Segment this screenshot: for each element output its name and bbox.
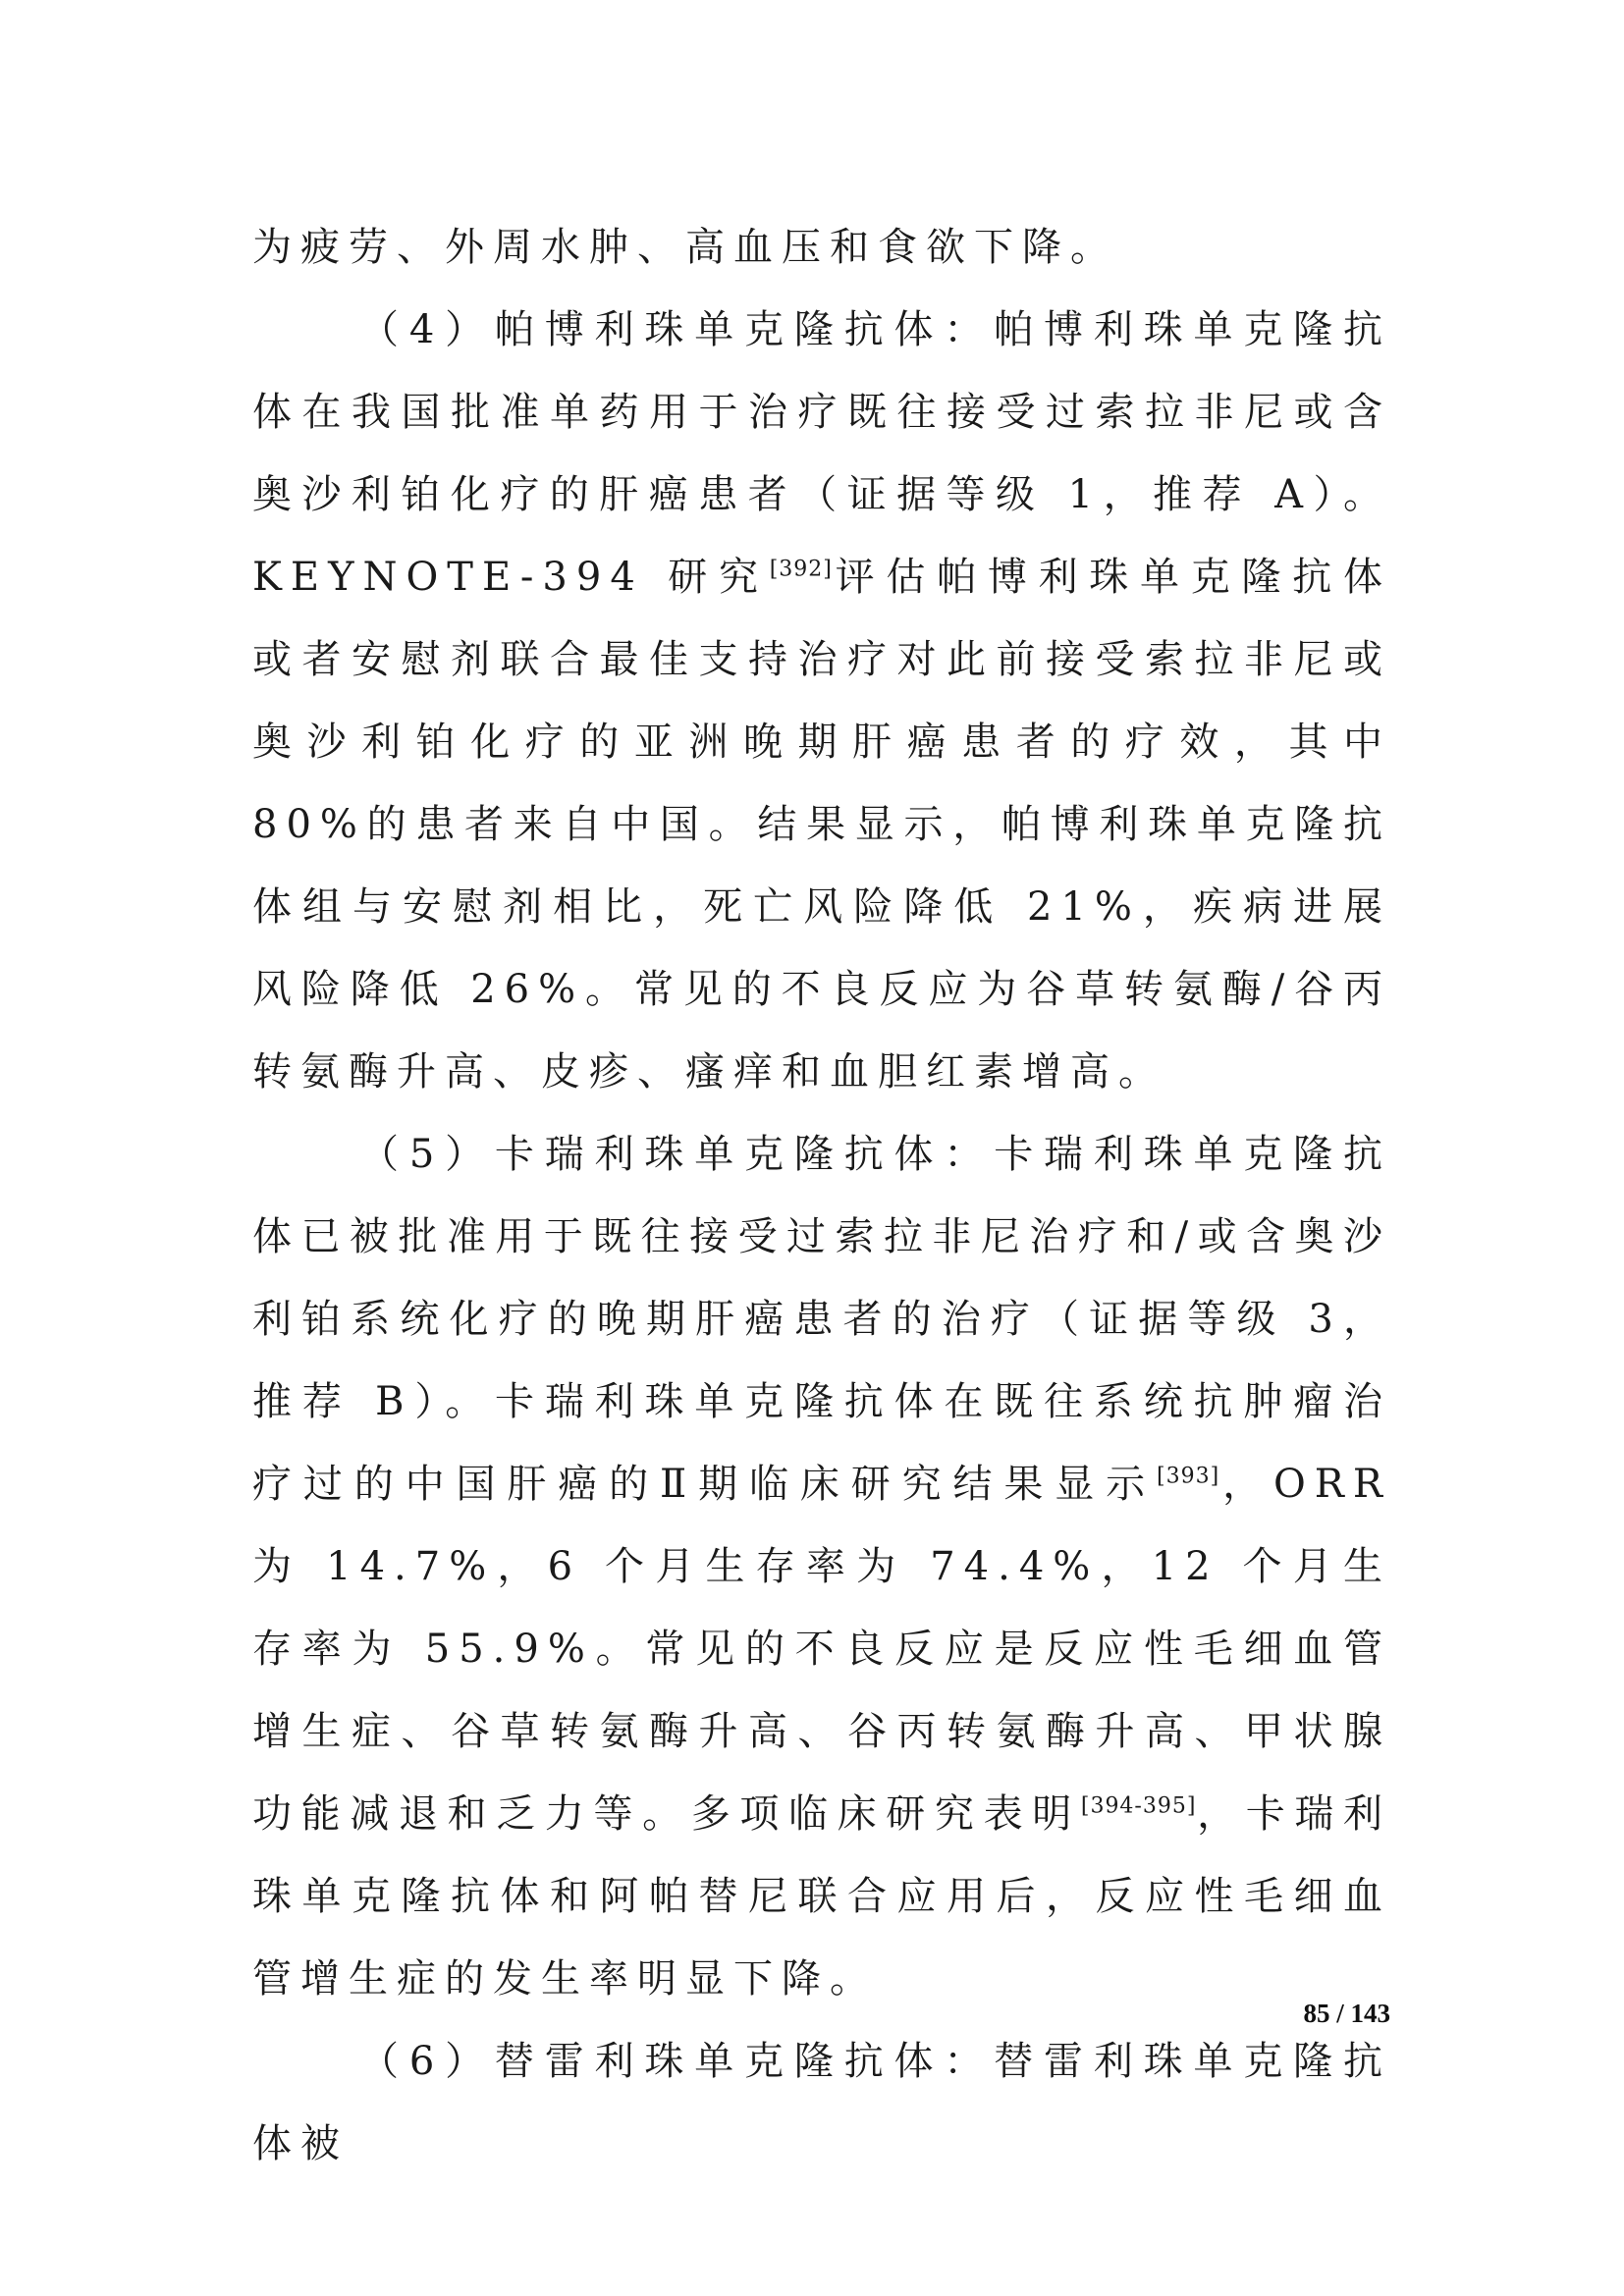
paragraph-text: （4）帕博利珠单克隆抗体：帕博利珠单克隆抗体在我国批准单药用于治疗既往接受过索拉非尼或含奥沙利铂化疗的肝癌患者（证据等级 1，推荐 A）。KEYNOTE-394 研究 bbox=[252, 307, 1391, 600]
paragraph-text: 评估帕博利珠单克隆抗体或者安慰剂联合最佳支持治疗对此前接受索拉非尼或奥沙利铂化疗的亚洲晚期肝癌患者的疗效，其中 80%的患者来自中国。结果显示，帕博利珠单克隆抗体组与安慰剂相比，死亡风险降低 21%，疾病进展风险降低 26%。常见的不良反应为谷草转氨酶/谷丙转氨酶升高、皮疹、瘙痒和血胆红素增高。 bbox=[252, 555, 1392, 1095]
paragraph-text: ，ORR 为 14.7%，6 个月生存率为 74.4%，12 个月生存率为 55.9%。常见的不良反应是反应性毛细血管增生症、谷草转氨酶升高、谷丙转氨酶升高、甲状腺功能减退和乏力等。多项临床研究表明 bbox=[252, 1462, 1392, 1837]
document-body bbox=[252, 206, 1391, 2185]
paragraph-text: （5）卡瑞利珠单克隆抗体：卡瑞利珠单克隆抗体已被批准用于既往接受过索拉非尼治疗和/或含奥沙利铂系统化疗的晚期肝癌患者的治疗（证据等级 3，推荐 B）。卡瑞利珠单克隆抗体在既往系统抗肿瘤治疗过的中国肝癌的Ⅱ期临床研究结果显示 bbox=[252, 1132, 1391, 1507]
paragraph-continuation bbox=[252, 206, 1391, 289]
paragraph-pembrolizumab bbox=[252, 289, 1391, 1113]
citation-393[interactable]: [393] bbox=[1157, 1464, 1220, 1489]
paragraph-text: 为疲劳、外周水肿、高血压和食欲下降。 bbox=[252, 225, 1118, 270]
paragraph-text: （6）替雷利珠单克隆抗体：替雷利珠单克隆抗体被 bbox=[252, 2039, 1391, 2166]
page-number: 85 / 143 bbox=[1303, 1999, 1390, 2028]
citation-392[interactable]: [392] bbox=[769, 557, 833, 582]
paragraph-camrelizumab bbox=[252, 1113, 1391, 2020]
paragraph-tislelizumab bbox=[252, 2020, 1391, 2185]
citation-394-395[interactable]: [394-395] bbox=[1080, 1793, 1197, 1819]
paragraph-text: ，卡瑞利珠单克隆抗体和阿帕替尼联合应用后，反应性毛细血管增生症的发生率明显下降。 bbox=[252, 1791, 1392, 2002]
